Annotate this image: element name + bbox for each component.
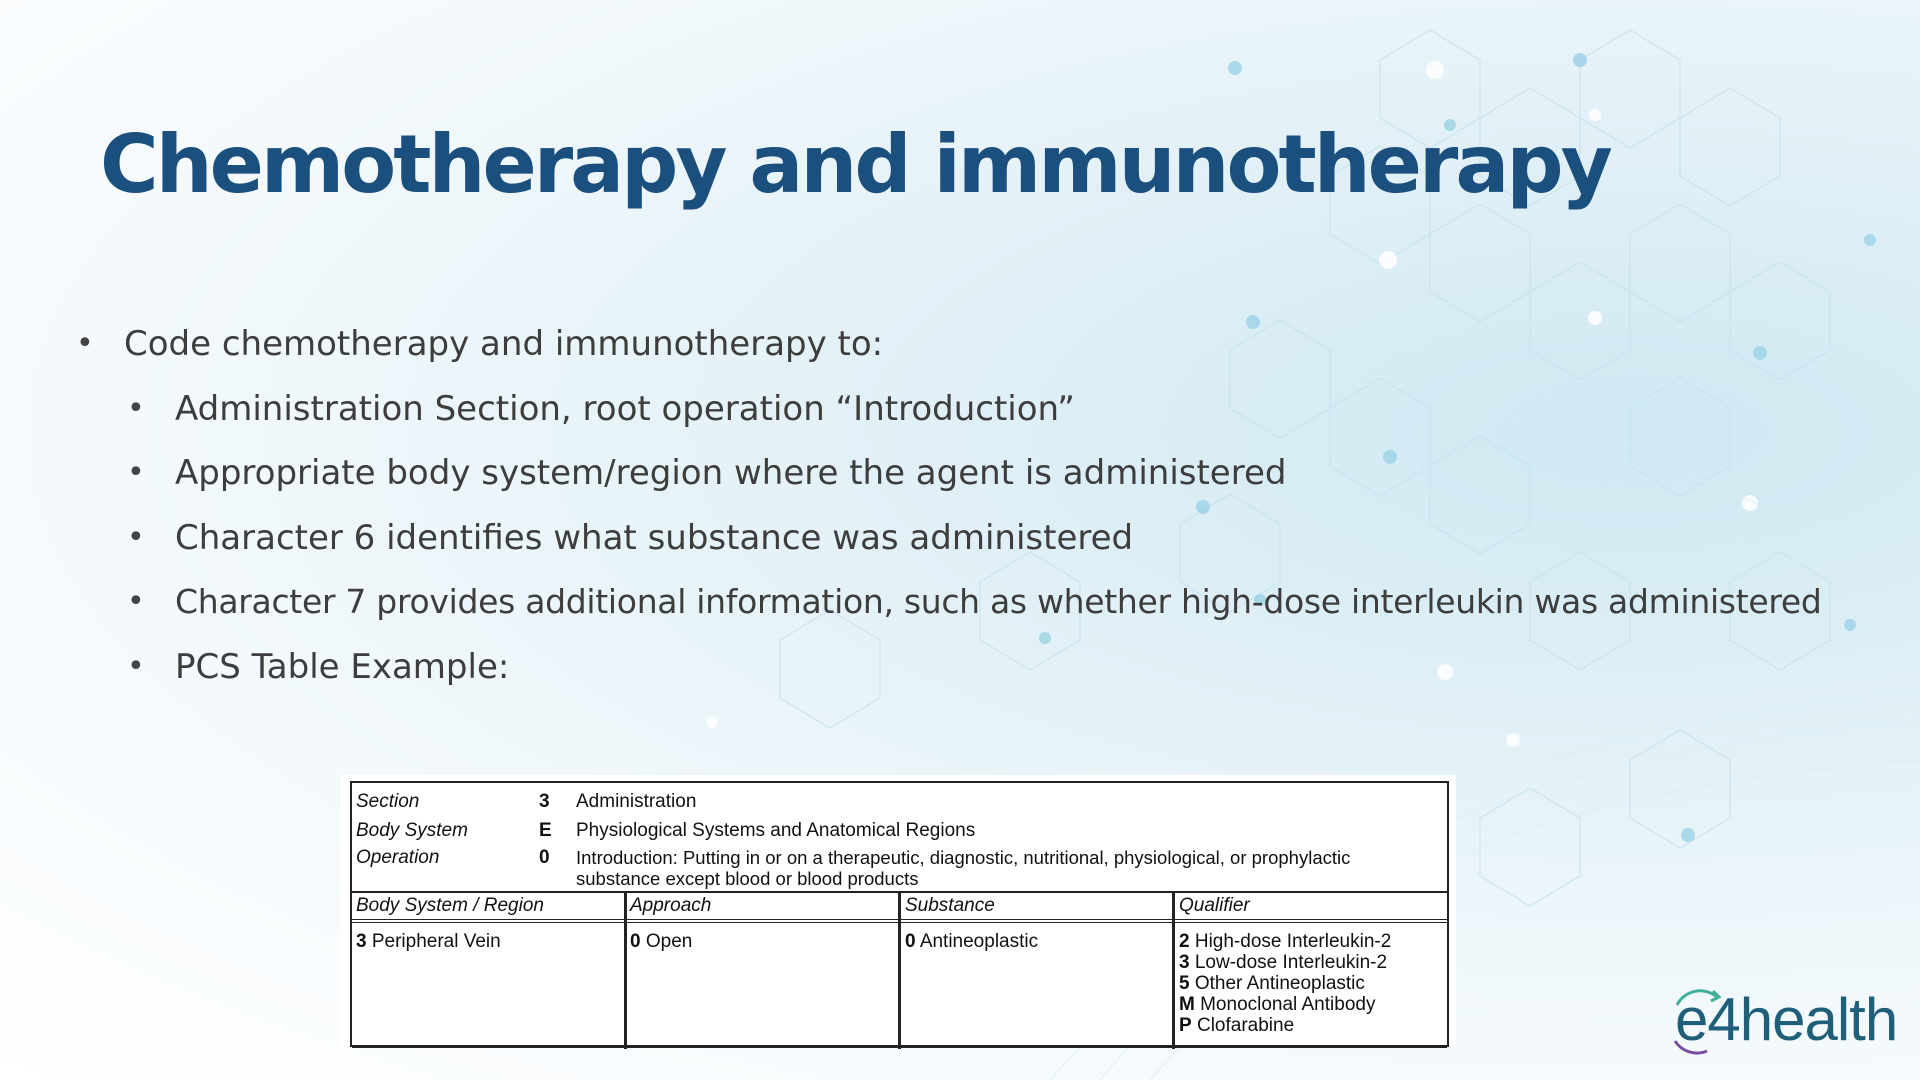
option-code: 0 — [905, 931, 916, 952]
bullet-icon: • — [127, 391, 145, 426]
table-bottom-border — [352, 1045, 1447, 1048]
qualifier-option — [1179, 952, 1391, 973]
body-system-code: E — [539, 820, 552, 841]
bullet-text: Code chemotherapy and immunotherapy to: — [124, 324, 884, 364]
column-divider — [898, 891, 901, 1049]
column-divider — [1172, 891, 1175, 1049]
substance-cell — [905, 931, 1038, 952]
section-value: Administration — [576, 791, 697, 812]
option-code: M — [1179, 994, 1195, 1015]
qualifier-option — [1179, 931, 1391, 952]
qualifier-cell — [1179, 931, 1391, 1036]
pcs-table-header — [352, 783, 1447, 893]
bullet-item — [127, 647, 510, 687]
body-region-cell — [356, 931, 501, 952]
option-label: Peripheral Vein — [371, 931, 501, 952]
option-code: P — [1179, 1015, 1192, 1036]
option-label: Antineoplastic — [919, 931, 1039, 952]
qualifier-option — [1179, 1015, 1391, 1036]
bullet-item — [127, 582, 1822, 622]
bullet-text: Character 6 identifies what substance was administered — [175, 518, 1134, 558]
column-header: Approach — [630, 895, 712, 916]
bullet-icon: • — [76, 326, 94, 361]
e4health-logo — [1667, 985, 1897, 1055]
operation-code: 0 — [539, 847, 550, 868]
option-code: 3 — [356, 931, 367, 952]
qualifier-option — [1179, 994, 1391, 1015]
bullet-item — [127, 518, 1134, 558]
bullet-icon: • — [127, 584, 145, 619]
column-header: Substance — [905, 895, 995, 916]
column-header: Qualifier — [1179, 895, 1250, 916]
qualifier-option — [1179, 973, 1391, 994]
section-key: Section — [356, 791, 420, 812]
body-system-key: Body System — [356, 820, 468, 841]
option-code: 5 — [1179, 973, 1190, 994]
body-system-value: Physiological Systems and Anatomical Regions — [576, 820, 976, 841]
section-code: 3 — [539, 791, 550, 812]
option-code: 0 — [630, 931, 641, 952]
column-header: Body System / Region — [356, 895, 544, 916]
bullet-icon: • — [127, 455, 145, 490]
option-code: 2 — [1179, 931, 1190, 952]
bullet-item — [127, 389, 1075, 429]
column-divider — [624, 891, 627, 1049]
operation-value: Introduction: Putting in or on a therapeutic, diagnostic, nutritional, physiological, or prophylactic substance except blood or blood products — [576, 847, 1351, 889]
option-label: Other Antineoplastic — [1194, 973, 1365, 994]
logo-text: e4health — [1675, 986, 1898, 1053]
approach-cell — [630, 931, 692, 952]
operation-key: Operation — [356, 847, 440, 868]
option-code: 3 — [1179, 952, 1190, 973]
bullet-icon: • — [127, 649, 145, 684]
bullet-item — [76, 324, 884, 364]
bullet-text: Character 7 provides additional information, such as whether high-dose interleukin was administered — [175, 582, 1822, 621]
pcs-table — [350, 781, 1449, 1047]
option-label: High-dose Interleukin-2 — [1194, 931, 1392, 952]
bullet-text: PCS Table Example: — [175, 647, 510, 687]
slide-title: Chemotherapy and immunotherapy — [100, 118, 1610, 211]
option-label: Monoclonal Antibody — [1200, 994, 1376, 1015]
option-label: Open — [645, 931, 693, 952]
bullet-icon: • — [127, 520, 145, 555]
bullet-text: Appropriate body system/region where the agent is administered — [175, 453, 1287, 493]
pcs-table-image — [340, 775, 1456, 1047]
bullet-text: Administration Section, root operation “Introduction” — [175, 389, 1075, 429]
option-label: Clofarabine — [1196, 1015, 1295, 1036]
option-label: Low-dose Interleukin-2 — [1194, 952, 1388, 973]
bullet-item — [127, 453, 1287, 493]
